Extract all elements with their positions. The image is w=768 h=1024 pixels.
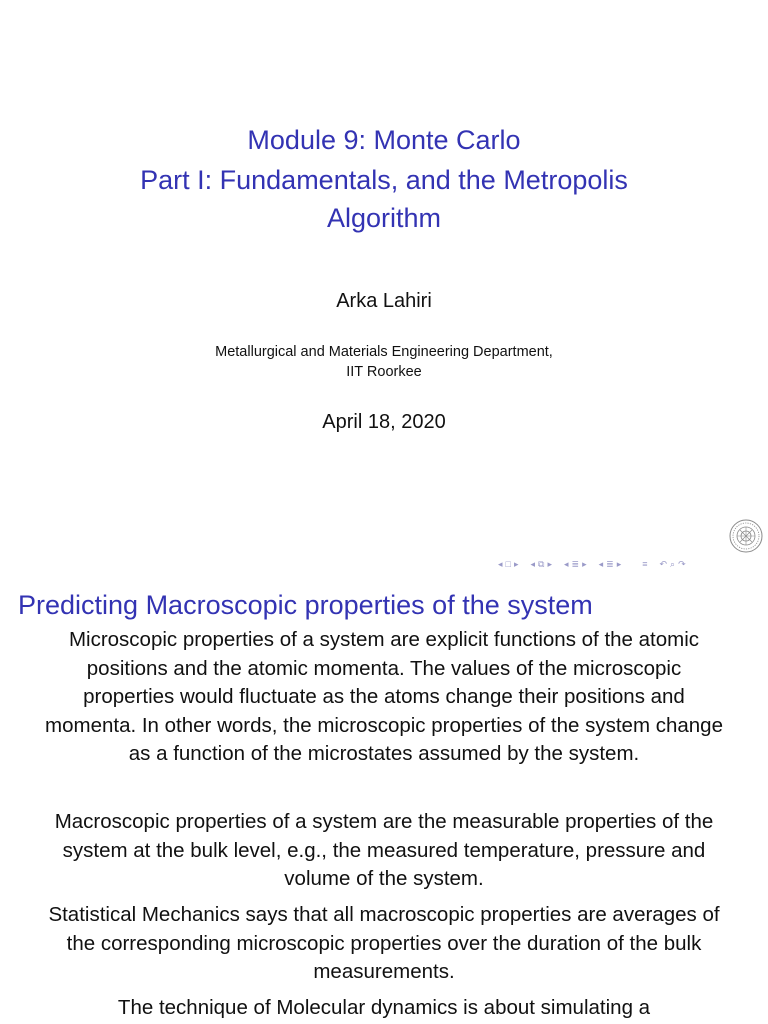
nav-next-document-icon[interactable]: ▸ <box>616 558 622 569</box>
content-slide <box>0 578 768 1024</box>
paragraph-microscopic: Microscopic properties of a system are explicit functions of the atomic positions and the atomic momenta. The values of the microscopic properties would fluctuate as the atoms change their positions and momenta. In other words, the microscopic properties of the system change as a function of the microstates assumed by the system. <box>45 628 723 765</box>
nav-section-icon[interactable]: ≣ <box>571 558 580 569</box>
paragraph-statistical-mechanics: Statistical Mechanics says that all macroscopic properties are averages of the corresponding microscopic properties over the duration of the bulk measurements. <box>48 903 720 983</box>
nav-search-icon[interactable]: ⌕ <box>670 558 676 569</box>
nav-appendix-icon[interactable]: ≡ <box>642 558 648 569</box>
paragraph-molecular-dynamics: The technique of Molecular dynamics is about simulating a <box>117 996 651 1019</box>
author-name: Arka Lahiri <box>336 290 432 312</box>
presentation-date: April 18, 2020 <box>322 411 446 433</box>
paragraph-macroscopic: Macroscopic properties of a system are the measurable properties of the system at the bulk level, e.g., the measured temperature, pressure and volume of the system. <box>54 810 714 890</box>
nav-prev-subsection-icon[interactable]: ◂ <box>530 558 536 569</box>
navigation-bar <box>498 558 686 570</box>
nav-next-subsection-icon[interactable]: ▸ <box>547 558 552 569</box>
nav-back-icon[interactable]: ↶ <box>659 558 668 569</box>
nav-prev-section-icon[interactable]: ◂ <box>564 558 569 569</box>
nav-prev-document-icon[interactable]: ◂ <box>598 558 604 569</box>
nav-frame-icon[interactable]: □ <box>505 558 511 569</box>
institute-line-2: IIT Roorkee <box>346 364 422 380</box>
frame-title: Predicting Macroscopic properties of the system <box>18 590 593 620</box>
nav-prev-frame-icon[interactable]: ◂ <box>498 558 503 569</box>
institute-seal-icon <box>729 519 763 553</box>
nav-subsection-icon[interactable]: ⧉ <box>538 558 545 569</box>
title-line-2: Part I: Fundamentals, and the Metropolis <box>140 165 628 195</box>
title-line-1: Module 9: Monte Carlo <box>247 125 521 155</box>
institute-line-1: Metallurgical and Materials Engineering Department, <box>215 344 553 360</box>
title-line-3: Algorithm <box>326 203 442 233</box>
nav-next-frame-icon[interactable]: ▸ <box>513 558 519 569</box>
nav-document-icon[interactable]: ≣ <box>606 558 614 569</box>
nav-forward-icon[interactable]: ↷ <box>678 558 686 569</box>
nav-next-section-icon[interactable]: ▸ <box>582 558 587 569</box>
